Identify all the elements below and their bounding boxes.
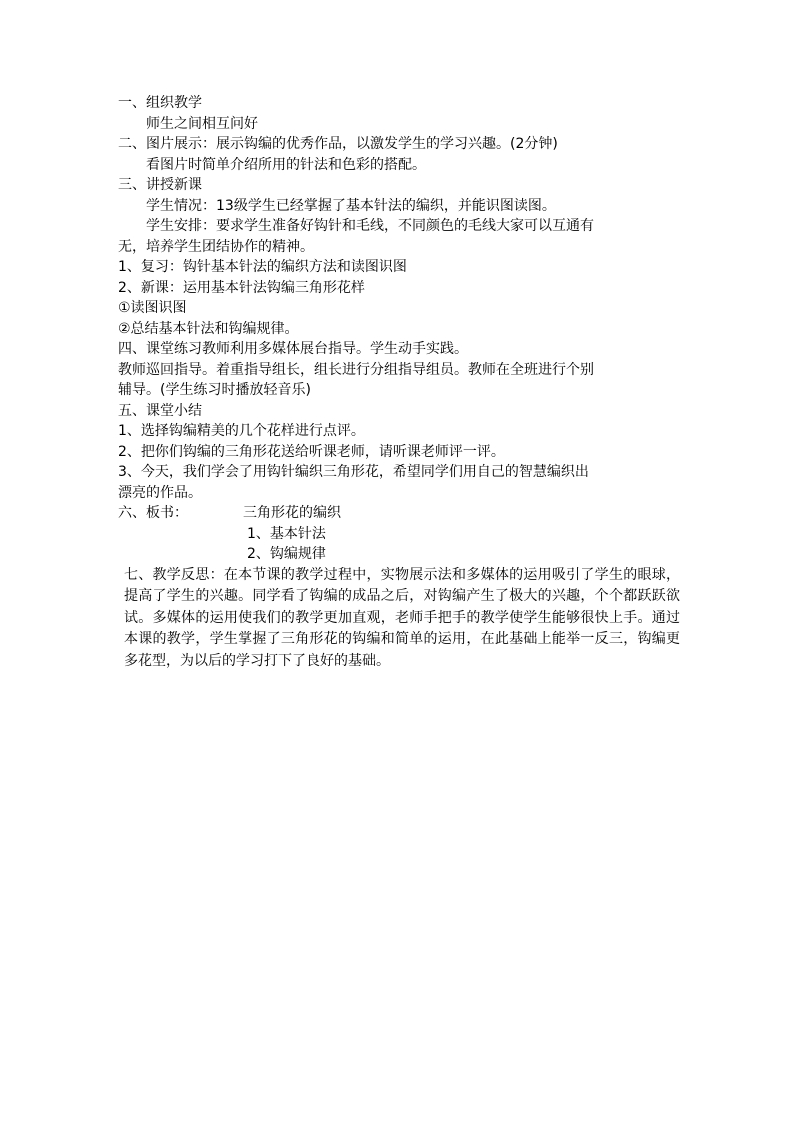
section-3-heading: 三、讲授新课 — [118, 177, 202, 193]
section-5-heading: 五、课堂小结 — [118, 402, 202, 419]
student-arrangement-text-2: 无，培养学生团结协作的精神。 — [118, 238, 314, 255]
teaching-reflection-paragraph: 七、教学反思：在本节课的教学过程中，实物展示法和多媒体的运用吸引了学生的眼球，提高了学生的兴趣。同学看了钩编的成品之后，对钩编产生了极大的兴趣，个个都跃跃欲试。多媒体的运用使我们的教学更加直观，老师手把手的教学使学生能够很快上手。通过本课的教学，学生掌握了三角形花的钩编和简单的运用，在此基础上能举一反三，钩编更多花型，为以后的学习打下了良好的基础。 — [124, 566, 680, 669]
section-4-text-1: 教师巡回指导。着重指导组长，组长进行分组指导组员。教师在全班进行个别 — [118, 361, 594, 378]
section-6-heading: 六、板书： — [118, 505, 188, 521]
step-2-item: ②总结基本针法和钩编规律。 — [118, 320, 299, 337]
new-lesson-item: 2、新课：运用基本针法钩编三角形花样 — [118, 279, 365, 296]
blackboard-title: 三角形花的编织 — [243, 505, 341, 521]
section-2-heading: 二、图片展示：展示钩编的优秀作品，以激发学生的学习兴趣。(2分钟) — [118, 136, 558, 152]
section-1-text: 师生之间相互问好 — [146, 115, 258, 132]
blackboard-item-2: 2、钩编规律 — [247, 546, 326, 562]
review-item: 1、复习：钩针基本针法的编织方法和读图识图 — [118, 259, 407, 275]
section-4-text-2: 辅导。(学生练习时播放轻音乐) — [118, 382, 311, 398]
section-1-heading: 一、组织教学 — [118, 95, 202, 111]
section-6-row — [118, 503, 680, 524]
student-situation-text: 学生情况：13级学生已经掌握了基本针法的编织，并能识图读图。 — [146, 197, 556, 214]
blackboard-item-1: 1、基本针法 — [247, 525, 326, 542]
summary-item-3-line-2: 漂亮的作品。 — [118, 484, 202, 501]
step-1-item: ①读图识图 — [118, 300, 187, 316]
summary-item-2: 2、把你们钩编的三角形花送给听课老师，请听课老师评一评。 — [118, 443, 505, 460]
section-2-text: 看图片时简单介绍所用的针法和色彩的搭配。 — [146, 156, 426, 173]
summary-item-3-line-1: 3、今天，我们学会了用钩针编织三角形花，希望同学们用自己的智慧编织出 — [118, 464, 589, 480]
section-4-heading: 四、课堂练习教师利用多媒体展台指导。学生动手实践。 — [118, 341, 468, 357]
student-arrangement-text-1: 学生安排：要求学生准备好钩针和毛线，不同颜色的毛线大家可以互通有 — [146, 218, 594, 234]
summary-item-1: 1、选择钩编精美的几个花样进行点评。 — [118, 423, 365, 439]
lesson-plan-body — [118, 93, 680, 672]
